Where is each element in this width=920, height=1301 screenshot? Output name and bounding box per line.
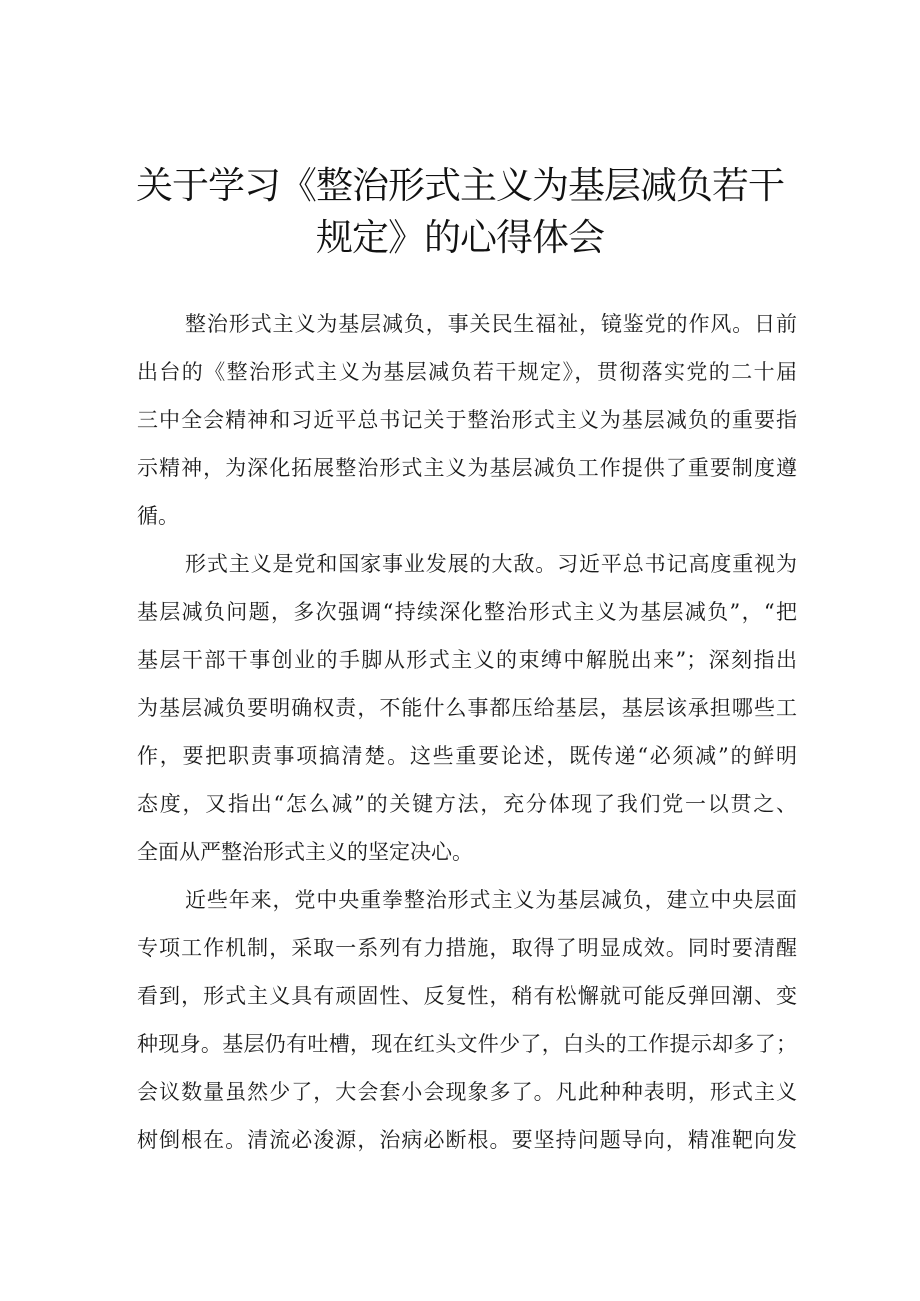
paragraph-1-line: 整治形式主义为基层减负，事关民生福祉，镜鉴党的作风。日前	[185, 312, 797, 336]
document-title-line-1: 关于学习《整治形式主义为基层减负若干	[136, 164, 784, 207]
paragraph-2-line: 为基层减负要明确权责，不能什么事都压给基层，基层该承担哪些工	[137, 696, 797, 720]
paragraph-3-line: 会议数量虽然少了，大会套小会现象多了。凡此种种表明，形式主义	[137, 1080, 797, 1104]
paragraph-3-line: 近些年来，党中央重拳整治形式主义为基层减负，建立中央层面	[185, 888, 797, 912]
paragraph-3-line: 树倒根在。清流必浚源，治病必断根。要坚持问题导向，精准靶向发	[137, 1128, 797, 1152]
paragraph-2-line: 基层干部干事创业的手脚从形式主义的束缚中解脱出来”；深刻指出	[137, 648, 797, 672]
paragraph-2-line: 作，要把职责事项搞清楚。这些重要论述，既传递“必须减”的鲜明	[137, 744, 797, 768]
paragraph-2-line: 基层减负问题，多次强调“持续深化整治形式主义为基层减负”，“把	[137, 600, 797, 624]
paragraph-2-line: 全面从严整治形式主义的坚定决心。	[137, 840, 473, 864]
paragraph-1-line: 出台的《整治形式主义为基层减负若干规定》，贯彻落实党的二十届	[137, 360, 797, 384]
paragraph-3-line: 看到，形式主义具有顽固性、反复性，稍有松懈就可能反弹回潮、变	[137, 984, 797, 1008]
paragraph-1-line: 循。	[137, 504, 179, 528]
paragraph-1-line: 三中全会精神和习近平总书记关于整治形式主义为基层减负的重要指	[137, 408, 797, 432]
paragraph-3-line: 种现身。基层仍有吐槽，现在红头文件少了，白头的工作提示却多了；	[137, 1032, 797, 1056]
document-title-line-2: 规定》的心得体会	[316, 216, 604, 259]
paragraph-2-line: 形式主义是党和国家事业发展的大敌。习近平总书记高度重视为	[185, 552, 797, 576]
paragraph-2-line: 态度，又指出“怎么减”的关键方法，充分体现了我们党一以贯之、	[137, 792, 797, 816]
paragraph-1-line: 示精神，为深化拓展整治形式主义为基层减负工作提供了重要制度遵	[137, 456, 797, 480]
paragraph-3-line: 专项工作机制，采取一系列有力措施，取得了明显成效。同时要清醒	[137, 936, 797, 960]
